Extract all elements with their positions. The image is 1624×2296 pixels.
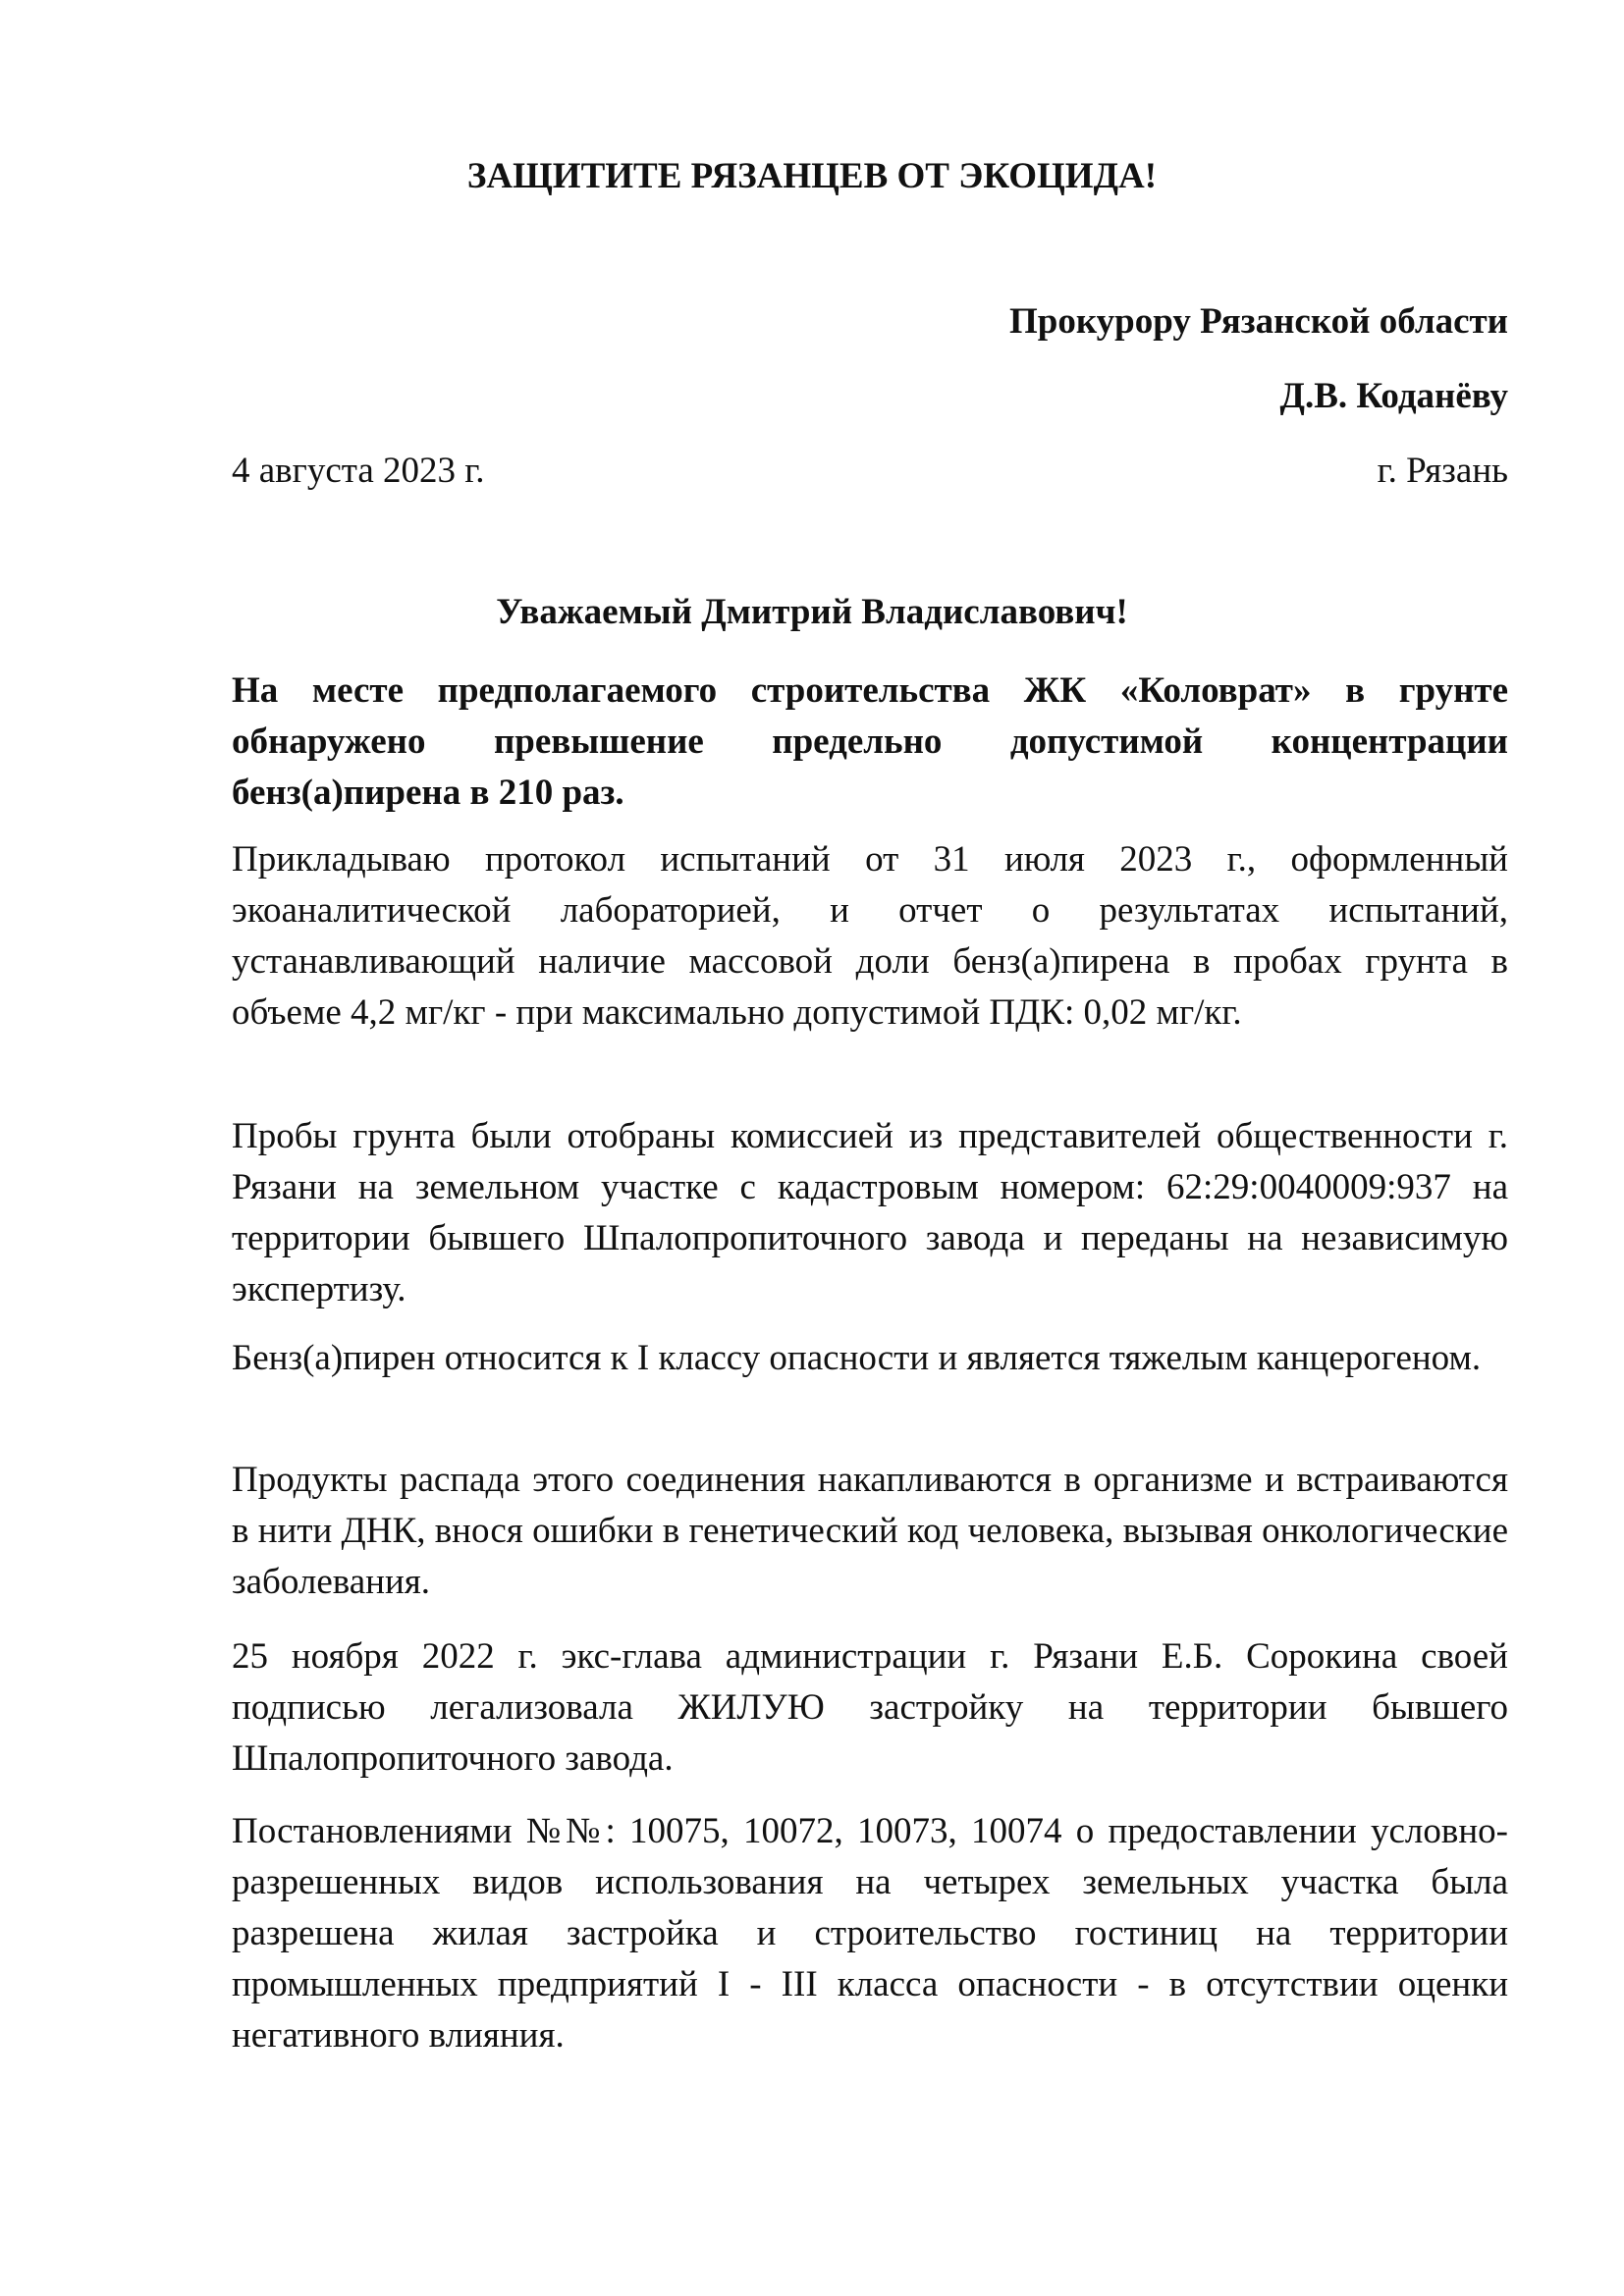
document-title: ЗАЩИТИТЕ РЯЗАНЦЕВ ОТ ЭКОЦИДА! [466,156,1158,196]
greeting: Уважаемый Дмитрий Владиславович! [496,592,1128,632]
body-paragraph: Бенз(а)пирен относится к I классу опасности и является тяжелым канцерогеном. [232,1338,1482,1378]
body-paragraph: Прикладываю протокол испытаний от 31 июля 2023 г., оформленный экоаналитической лабораторией, и отчет о результатах испытаний, устанавливающий наличие массовой доли бенз(а)пирена в пробах грунта в объеме 4,2 мг/кг - при максимально допустимой ПДК: 0,02 мг/кг. [232,839,1508,1033]
highlight-paragraph: На месте предполагаемого строительства ЖК «Коловрат» в грунте обнаружено превышение предельно допустимой концентрации бенз(а)пирена в 210 раз. [232,670,1508,813]
body-paragraph: Пробы грунта были отобраны комиссией из представителей общественности г. Рязани на земельном участке с кадастровым номером: 62:29:0040009:937 на территории бывшего Шпалопропиточного завода и переданы на независимую экспертизу. [232,1116,1508,1309]
body-paragraph: Постановлениями №№: 10075, 10072, 10073, 10074 о предоставлении условно-разрешенных видов использования на четырех земельных участка была разрешена жилая застройка и строительство гостиниц на территории промышленных предприятий I - III класса опасности - в отсутствии оценки негативного влияния. [232,1811,1508,2056]
document-city: г. Рязань [1377,451,1508,491]
body-paragraph: Продукты распада этого соединения накапливаются в организме и встраиваются в нити ДНК, внося ошибки в генетический код человека, вызывая онкологические заболевания. [232,1460,1508,1602]
addressee-name: Д.В. Коданёву [1279,376,1508,416]
body-paragraph: 25 ноября 2022 г. экс-глава администрации г. Рязани Е.Б. Сорокина своей подписью легализовала ЖИЛУЮ застройку на территории бывшего Шпалопропиточного завода. [232,1636,1508,1779]
document-date: 4 августа 2023 г. [232,451,485,491]
addressee-position: Прокурору Рязанской области [1009,301,1508,342]
